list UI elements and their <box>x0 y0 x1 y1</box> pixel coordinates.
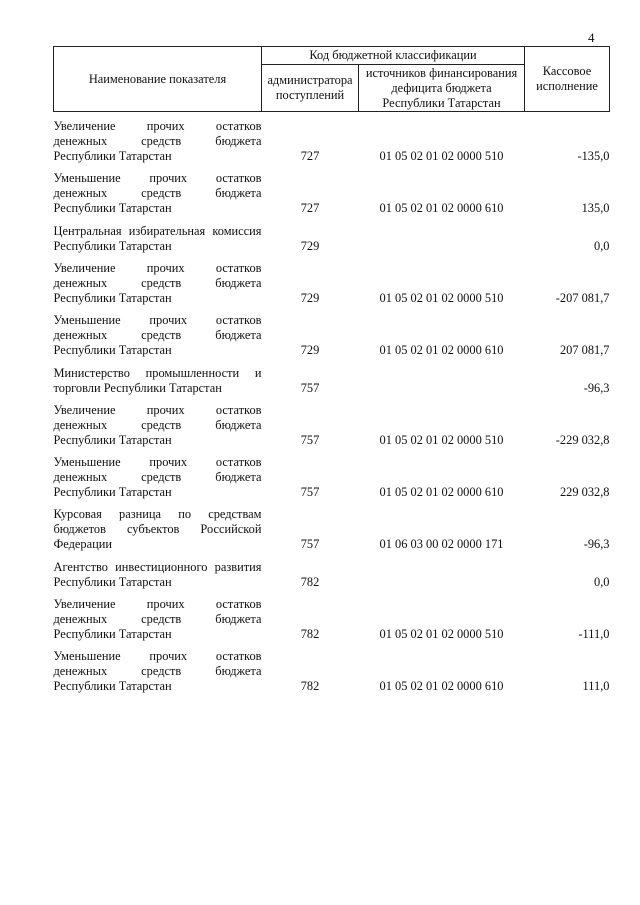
header-classification-code: Код бюджетной классификации <box>262 47 525 65</box>
table-row <box>54 590 610 642</box>
row-name: Министерство промышленности и торговли Республики Татарстан <box>53 366 262 395</box>
table-row <box>54 216 610 254</box>
row-source-code <box>359 216 525 254</box>
row-cash-value: 0,0 <box>594 575 610 589</box>
row-admin-code: 729 <box>300 343 320 357</box>
row-cash-value: -229 032,8 <box>555 433 610 447</box>
row-source-code: 01 05 02 01 02 0000 510 <box>379 149 504 163</box>
row-cash-value: 0,0 <box>594 239 610 253</box>
row-source-code: 01 05 02 01 02 0000 510 <box>379 291 504 305</box>
table-row <box>54 306 610 358</box>
row-cash-value: -96,3 <box>583 537 610 551</box>
table-row <box>54 164 610 216</box>
row-source-code: 01 05 02 01 02 0000 610 <box>379 343 504 357</box>
row-name: Увеличение прочих остатков денежных средств бюджета Республики Татарстан <box>53 119 262 163</box>
table-row <box>54 254 610 306</box>
row-admin-code: 729 <box>300 291 320 305</box>
row-admin-code: 729 <box>300 239 320 253</box>
row-cash-value: 207 081,7 <box>559 343 610 357</box>
row-name: Уменьшение прочих остатков денежных средств бюджета Республики Татарстан <box>53 455 262 499</box>
row-source-code: 01 05 02 01 02 0000 610 <box>379 679 504 693</box>
row-admin-code: 757 <box>300 381 320 395</box>
row-admin-code: 782 <box>300 627 320 641</box>
row-source-code: 01 05 02 01 02 0000 610 <box>379 485 504 499</box>
row-cash-value: -207 081,7 <box>555 291 610 305</box>
row-admin-code: 727 <box>300 201 320 215</box>
row-source-code: 01 06 03 00 02 0000 171 <box>379 537 504 551</box>
table-row <box>54 112 610 165</box>
row-source-code <box>359 358 525 396</box>
row-name: Уменьшение прочих остатков денежных средств бюджета Республики Татарстан <box>53 649 262 693</box>
row-cash-value: 229 032,8 <box>559 485 610 499</box>
row-source-code <box>359 552 525 590</box>
row-admin-code: 757 <box>300 537 320 551</box>
row-admin-code: 757 <box>300 433 320 447</box>
header-administrator: администратора поступлений <box>262 65 359 112</box>
row-admin-code: 757 <box>300 485 320 499</box>
row-admin-code: 727 <box>300 149 320 163</box>
row-cash-value: -135,0 <box>577 149 610 163</box>
table-row <box>54 358 610 396</box>
row-name: Увеличение прочих остатков денежных средств бюджета Республики Татарстан <box>53 597 262 641</box>
row-source-code: 01 05 02 01 02 0000 510 <box>379 433 504 447</box>
row-name: Увеличение прочих остатков денежных средств бюджета Республики Татарстан <box>53 403 262 447</box>
page-number: 4 <box>588 30 595 45</box>
row-name: Центральная избирательная комиссия Республики Татарстан <box>53 224 262 253</box>
row-name: Курсовая разница по средствам бюджетов субъектов Российской Федерации <box>53 507 262 551</box>
row-cash-value: 135,0 <box>581 201 610 215</box>
header-cash-execution: Кассовое исполнение <box>525 47 610 112</box>
table-row <box>54 552 610 590</box>
header-indicator-name: Наименование показателя <box>54 47 262 112</box>
row-cash-value: -111,0 <box>578 627 610 641</box>
row-name: Увеличение прочих остатков денежных средств бюджета Республики Татарстан <box>53 261 262 305</box>
row-source-code: 01 05 02 01 02 0000 610 <box>379 201 504 215</box>
row-admin-code: 782 <box>300 679 320 693</box>
header-source: источников финансирования дефицита бюджета Республики Татарстан <box>359 65 525 112</box>
row-name: Агентство инвестиционного развития Республики Татарстан <box>53 560 262 589</box>
table-row <box>54 500 610 552</box>
row-name: Уменьшение прочих остатков денежных средств бюджета Республики Татарстан <box>53 313 262 357</box>
row-admin-code: 782 <box>300 575 320 589</box>
row-cash-value: -96,3 <box>583 381 610 395</box>
table-row <box>54 396 610 448</box>
row-name: Уменьшение прочих остатков денежных средств бюджета Республики Татарстан <box>53 171 262 215</box>
table-row <box>54 642 610 694</box>
budget-table <box>53 46 610 694</box>
row-source-code: 01 05 02 01 02 0000 510 <box>379 627 504 641</box>
table-row <box>54 448 610 500</box>
row-cash-value: 111,0 <box>582 679 610 693</box>
